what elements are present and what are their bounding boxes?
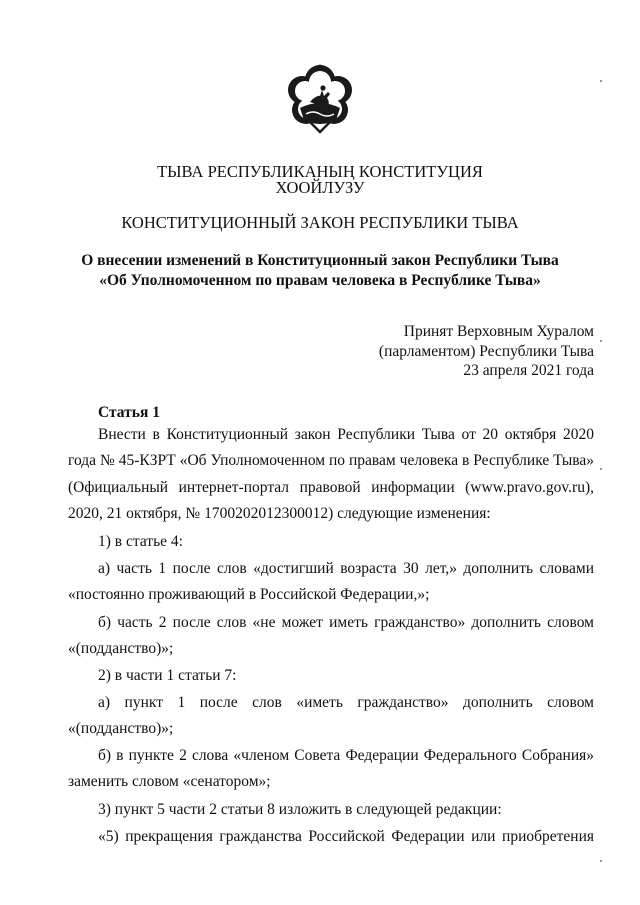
article-text-line: 3) пункт 5 части 2 статьи 8 изложить в следующей редакции: <box>98 801 502 818</box>
article-text-line: б) часть 2 после слов «не может иметь гражданство» дополнить словом <box>98 614 594 631</box>
tuva-coat-of-arms-emblem <box>286 58 354 138</box>
article-text-line: 2) в части 1 статьи 7: <box>98 667 237 684</box>
article-text-line: «постоянно проживающий в Российской Федерации,»; <box>68 586 430 603</box>
law-type-title: КОНСТИТУЦИОННЫЙ ЗАКОН РЕСПУБЛИКИ ТЫВА <box>121 213 519 232</box>
article-text-line: а) часть 1 после слов «достигший возраста 30 лет,» дополнить словами <box>98 560 594 577</box>
republic-title-line2: ХООЙЛУЗУ <box>275 178 365 197</box>
article-text-line: «5) прекращения гражданства Российской Федерации или приобретения <box>98 828 594 845</box>
republic-title-line1: ТЫВА РЕСПУБЛИКАНЫҢ КОНСТИТУЦИЯ <box>157 162 483 181</box>
article-text-line: заменить словом «сенатором»; <box>68 773 271 790</box>
adopted-by-line2: (парламентом) Республики Тыва <box>378 343 594 360</box>
article-text-line: а) пункт 1 после слов «иметь гражданство» дополнить словом <box>98 694 594 711</box>
article-text-line: (Официальный интернет-портал правовой информации (www.pravo.gov.ru), <box>68 479 594 496</box>
scan-speck <box>600 340 602 342</box>
adoption-date: 23 апреля 2021 года <box>463 362 594 379</box>
article-text-line: 1) в статье 4: <box>98 533 183 550</box>
emblem-graphic <box>286 58 354 138</box>
article-heading: Статья 1 <box>98 404 160 421</box>
adopted-by-line1: Принят Верховным Хуралом <box>403 323 594 340</box>
law-subject-line1: О внесении изменений в Конституционный закон Республики Тыва <box>81 252 559 269</box>
article-text-line: года № 45-КЗРТ «Об Уполномоченном по правам человека в Республике Тыва» <box>68 452 594 469</box>
article-text-line: «(подданство)»; <box>68 720 174 737</box>
article-text-line: «(подданство)»; <box>68 640 174 657</box>
scan-speck <box>600 468 602 470</box>
article-text-line: 2020, 21 октября, № 1700202012300012) следующие изменения: <box>68 505 491 522</box>
article-text-line: б) в пункте 2 слова «членом Совета Федерации Федерального Собрания» <box>98 747 594 764</box>
law-subject-line2: «Об Уполномоченном по правам человека в Республике Тыва» <box>99 272 541 289</box>
scan-speck <box>600 80 602 82</box>
article-text-line: Внести в Конституционный закон Республики Тыва от 20 октября 2020 <box>98 426 594 443</box>
scan-speck <box>600 860 602 862</box>
